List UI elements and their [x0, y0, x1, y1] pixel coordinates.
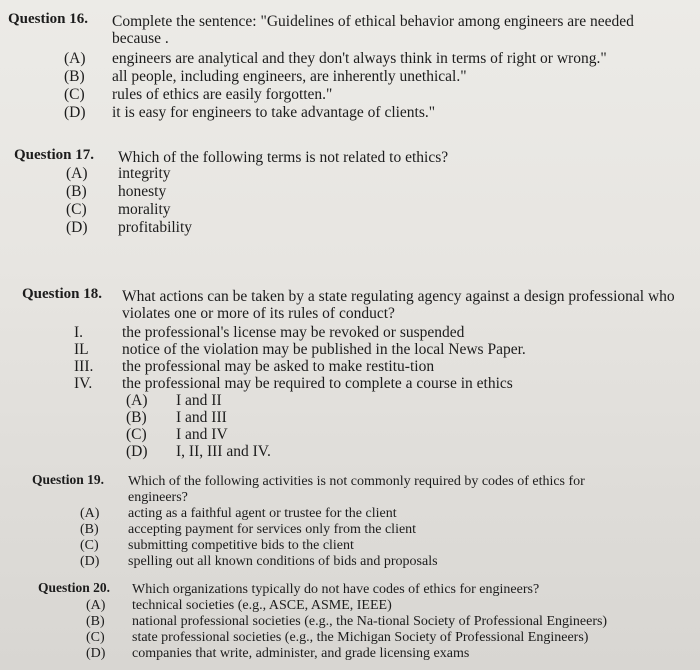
option-letter: (D)	[86, 646, 106, 661]
option-text: national professional societies (e.g., the Na-tional Society of Professional Engineers)	[132, 614, 608, 629]
question-stem: Complete the sentence: "Guidelines of ethical behavior among engineers are needed because .	[112, 13, 634, 47]
option-text: rules of ethics are easily forgotten."	[112, 86, 333, 103]
option-letter: (C)	[80, 538, 99, 553]
option-letter: (A)	[80, 506, 100, 521]
option-text: companies that write, administer, and grade licensing exams	[132, 646, 470, 661]
statement-text: notice of the violation may be published in the local News Paper.	[122, 341, 526, 358]
option-letter: (D)	[126, 443, 148, 460]
option-text: state professional societies (e.g., the Michigan Society of Professional Engineers)	[132, 630, 589, 645]
option-text: I and IV	[176, 426, 228, 443]
option-text: technical societies (e.g., ASCE, ASME, IEEE)	[132, 598, 392, 613]
option-letter: (B)	[86, 614, 105, 629]
option-letter: (D)	[66, 219, 88, 236]
option-text: it is easy for engineers to take advantage of clients."	[112, 104, 436, 121]
question-stem: What actions can be taken by a state regulating agency against a design professional who violates one or more of its rules of conduct?	[122, 288, 675, 322]
option-text: I and III	[176, 409, 227, 426]
option-letter: (D)	[64, 104, 86, 121]
statement-text: the professional's license may be revoked or suspended	[122, 324, 465, 341]
statement-numeral: I.	[74, 324, 84, 341]
option-letter: (A)	[66, 165, 88, 182]
question-stem: Which organizations typically do not have codes of ethics for engineers?	[132, 582, 540, 597]
option-letter: (B)	[80, 522, 99, 537]
option-letter: (A)	[86, 598, 106, 613]
option-letter: (B)	[66, 183, 87, 200]
question-label: Question 19.	[32, 472, 105, 487]
option-letter: (C)	[66, 201, 87, 218]
option-text: accepting payment for services only from the client	[128, 522, 417, 537]
statement-numeral: III.	[74, 358, 94, 375]
question-label: Question 20.	[38, 580, 111, 595]
option-text: acting as a faithful agent or trustee for the client	[128, 506, 397, 521]
option-letter: (C)	[86, 630, 105, 645]
option-text: integrity	[118, 165, 171, 182]
option-letter: (C)	[126, 426, 147, 443]
question-stem: Which of the following terms is not related to ethics?	[118, 149, 449, 166]
statement-numeral: IL	[74, 341, 89, 358]
option-letter: (A)	[64, 50, 86, 67]
option-text: morality	[118, 201, 171, 218]
option-text: engineers are analytical and they don't always think in terms of right or wrong."	[112, 50, 607, 67]
option-text: I and II	[176, 392, 222, 409]
statement-text: the professional may be asked to make restitu-tion	[122, 358, 435, 375]
option-text: profitability	[118, 219, 193, 236]
option-text: honesty	[118, 183, 167, 200]
option-letter: (C)	[64, 86, 85, 103]
question-label: Question 17.	[14, 147, 95, 163]
question-label: Question 16.	[8, 11, 89, 27]
option-letter: (D)	[80, 554, 100, 569]
option-letter: (A)	[126, 392, 148, 409]
statement-text: the professional may be required to complete a course in ethics	[122, 375, 513, 392]
option-letter: (B)	[126, 409, 147, 426]
option-text: submitting competitive bids to the client	[128, 538, 354, 553]
option-text: I, II, III and IV.	[176, 443, 271, 460]
option-text: all people, including engineers, are inherently unethical."	[112, 68, 467, 85]
question-label: Question 18.	[22, 286, 103, 302]
statement-numeral: IV.	[74, 375, 93, 392]
question-stem: Which of the following activities is not commonly required by codes of ethics for engineers?	[128, 474, 585, 505]
option-text: spelling out all known conditions of bids and proposals	[128, 554, 438, 569]
option-letter: (B)	[64, 68, 85, 85]
